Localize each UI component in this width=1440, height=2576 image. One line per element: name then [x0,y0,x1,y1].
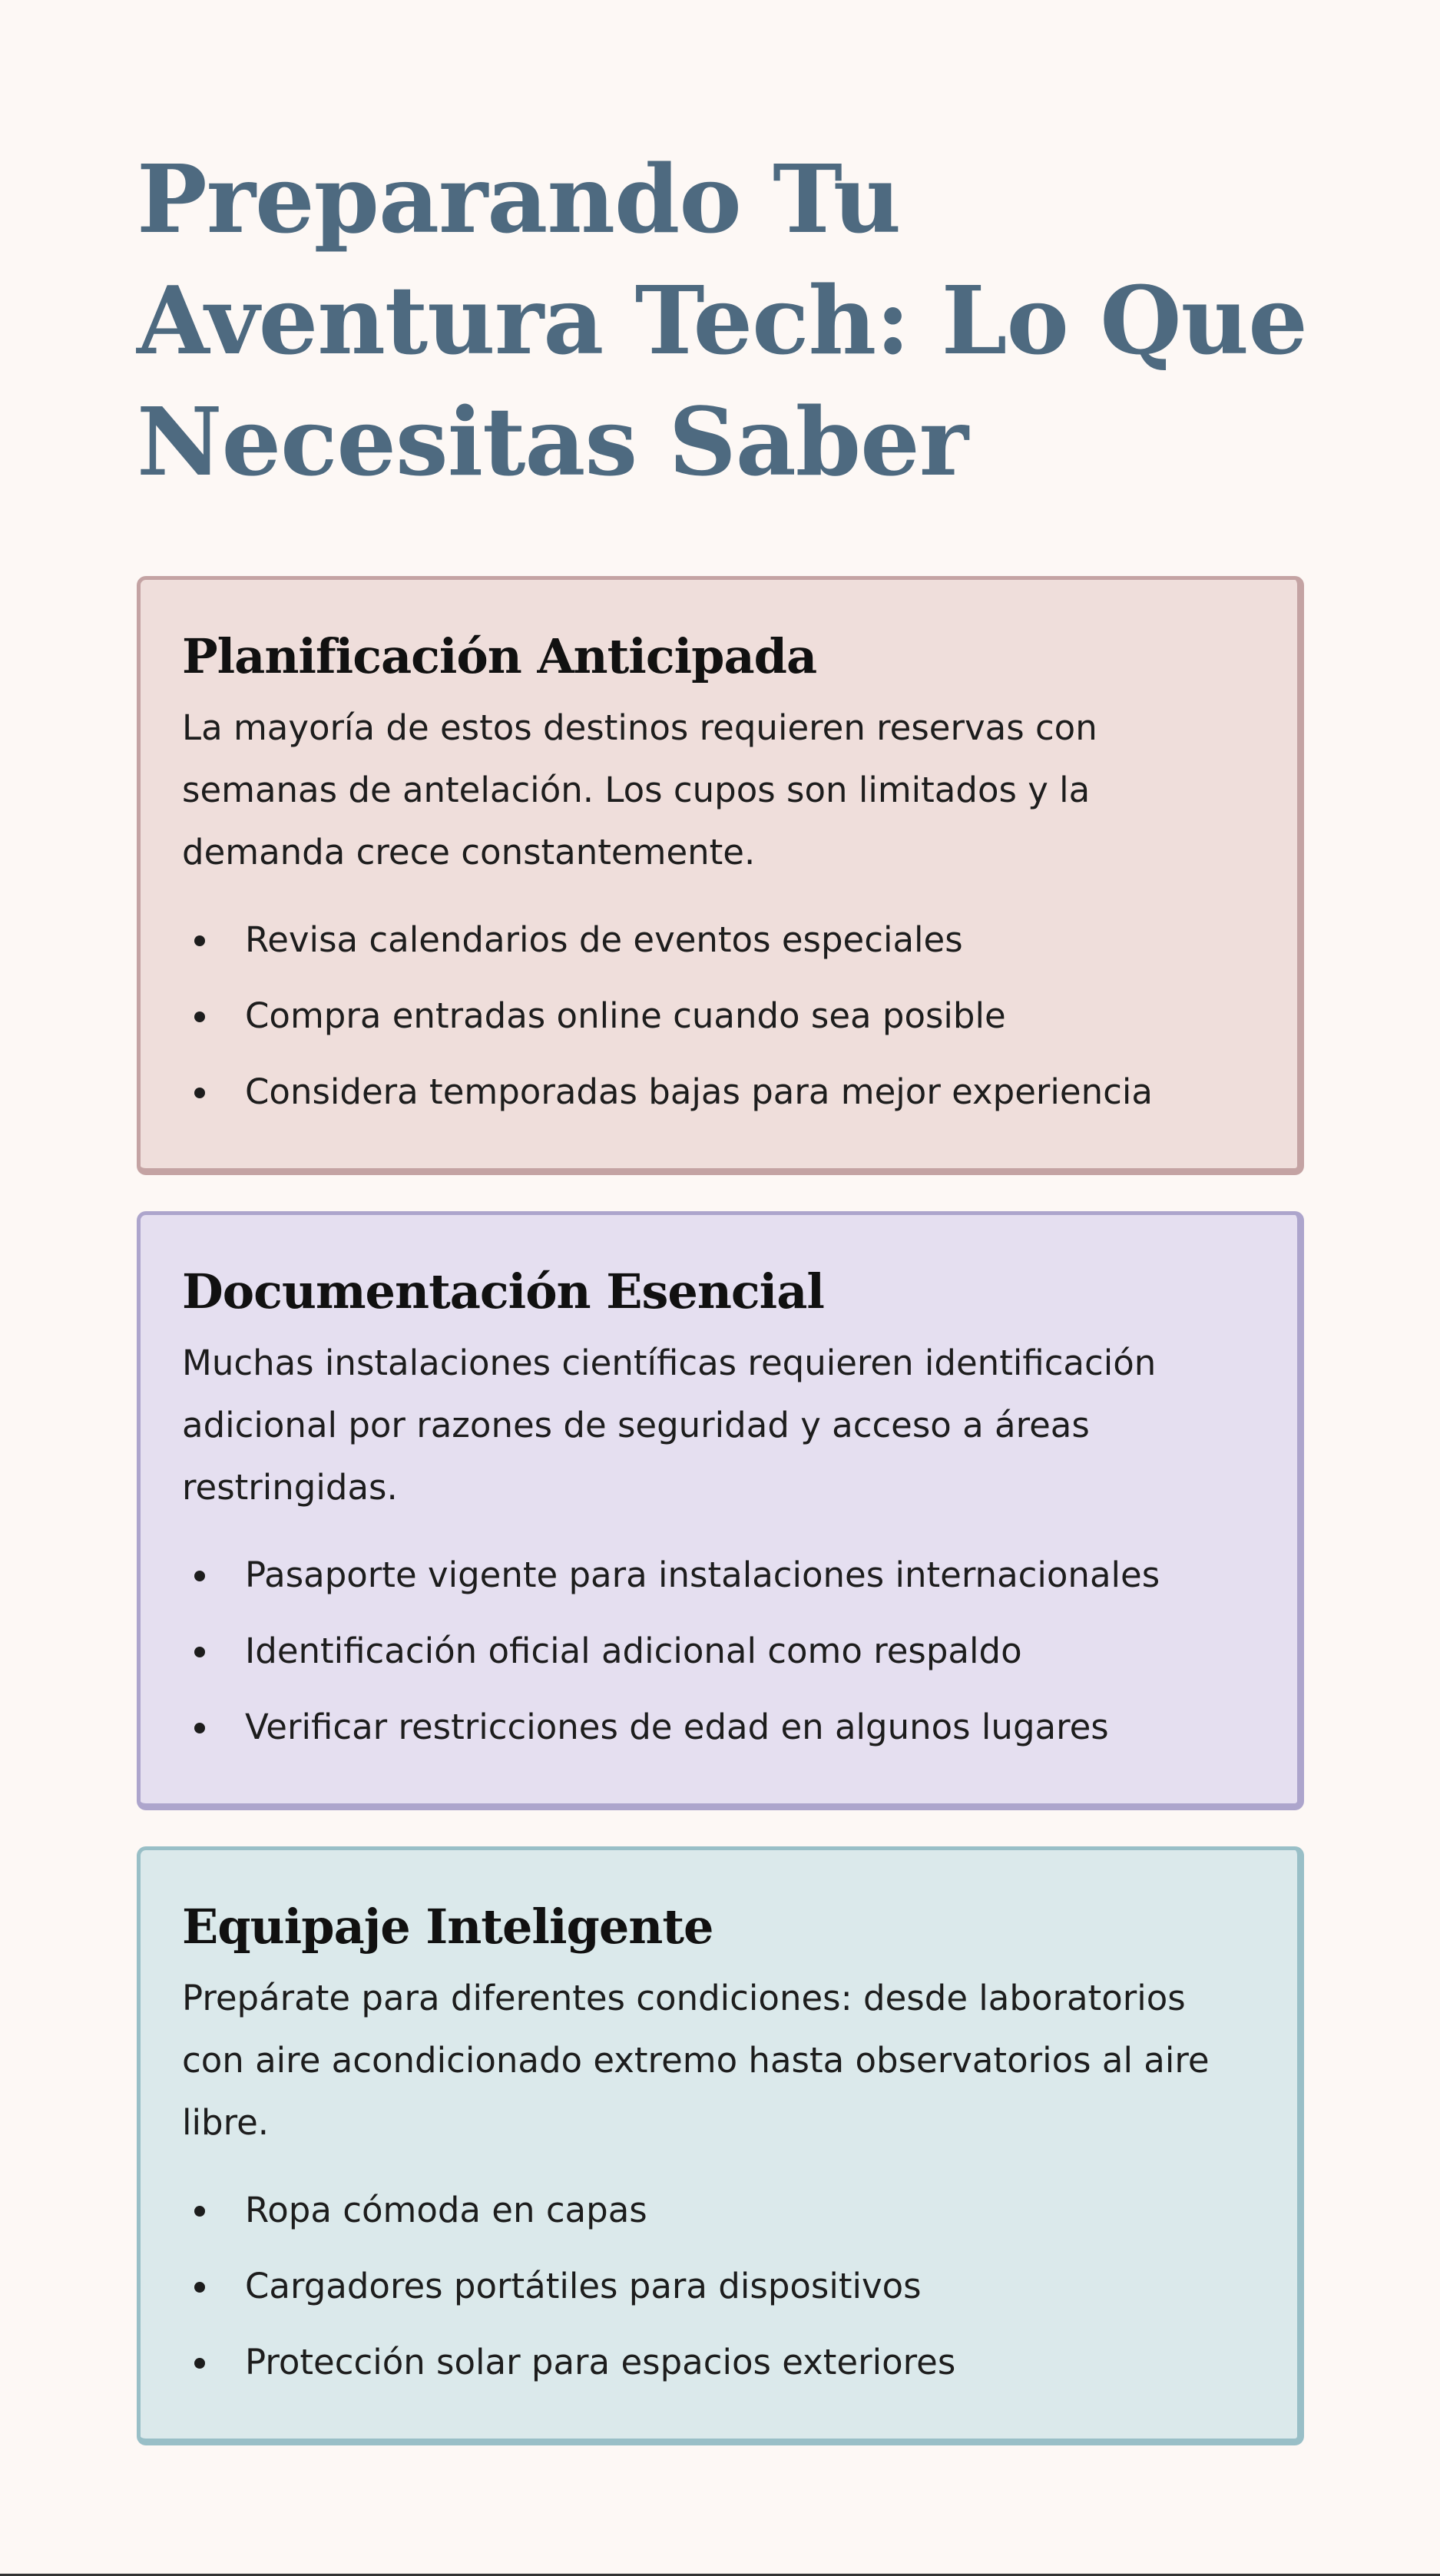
list-item-text: Identificación oficial adicional como respaldo [245,1631,1022,1671]
list-item-text: Revisa calendarios de eventos especiales [245,919,963,960]
list-item-text: Compra entradas online cuando sea posible [245,995,1006,1036]
bullet-list [182,2172,1254,2400]
card-equipaje [137,1846,1304,2445]
bullet-icon [194,1723,205,1733]
bullet-list [182,1537,1254,1765]
card-heading: Documentación Esencial [182,1263,824,1319]
list-item-text: Protección solar para espacios exteriores [245,2342,956,2382]
bullet-list [182,902,1254,1130]
list-item [182,2172,1254,2248]
bullet-icon [194,1012,205,1022]
list-item [182,1689,1254,1765]
bullet-icon [194,1088,205,1098]
list-item [182,1613,1254,1689]
list-item [182,1054,1254,1130]
page-title: Preparando Tu Aventura Tech: Lo Que Necesitas Saber [137,144,1307,497]
bullet-icon [194,935,205,946]
bullet-icon [194,2282,205,2293]
list-item [182,2248,1254,2324]
list-item [182,1537,1254,1613]
list-item [182,902,1254,978]
list-item-text: Ropa cómoda en capas [245,2190,647,2230]
card-description: Prepárate para diferentes condiciones: desde laboratorios con aire acondicionado extremo hasta observatorios al aire libre. [182,1978,1210,2143]
card-description: Muchas instalaciones científicas requieren identificación adicional por razones de seguridad y acceso a áreas restringidas. [182,1343,1157,1508]
list-item-text: Pasaporte vigente para instalaciones internacionales [245,1555,1160,1595]
list-item-text: Cargadores portátiles para dispositivos [245,2266,922,2306]
bullet-icon [194,1571,205,1581]
list-item-text: Considera temporadas bajas para mejor experiencia [245,1071,1153,1112]
card-documentacion [137,1211,1304,1810]
bullet-icon [194,1647,205,1657]
bullet-icon [194,2358,205,2369]
list-item [182,978,1254,1054]
bullet-icon [194,2206,205,2217]
card-planificacion [137,576,1304,1175]
card-description: La mayoría de estos destinos requieren reservas con semanas de antelación. Los cupos son limitados y la demanda crece constantemente. [182,707,1097,872]
card-heading: Planificación Anticipada [182,628,817,684]
list-item [182,2324,1254,2400]
card-heading: Equipaje Inteligente [182,1899,713,1955]
list-item-text: Verificar restricciones de edad en algunos lugares [245,1707,1109,1747]
